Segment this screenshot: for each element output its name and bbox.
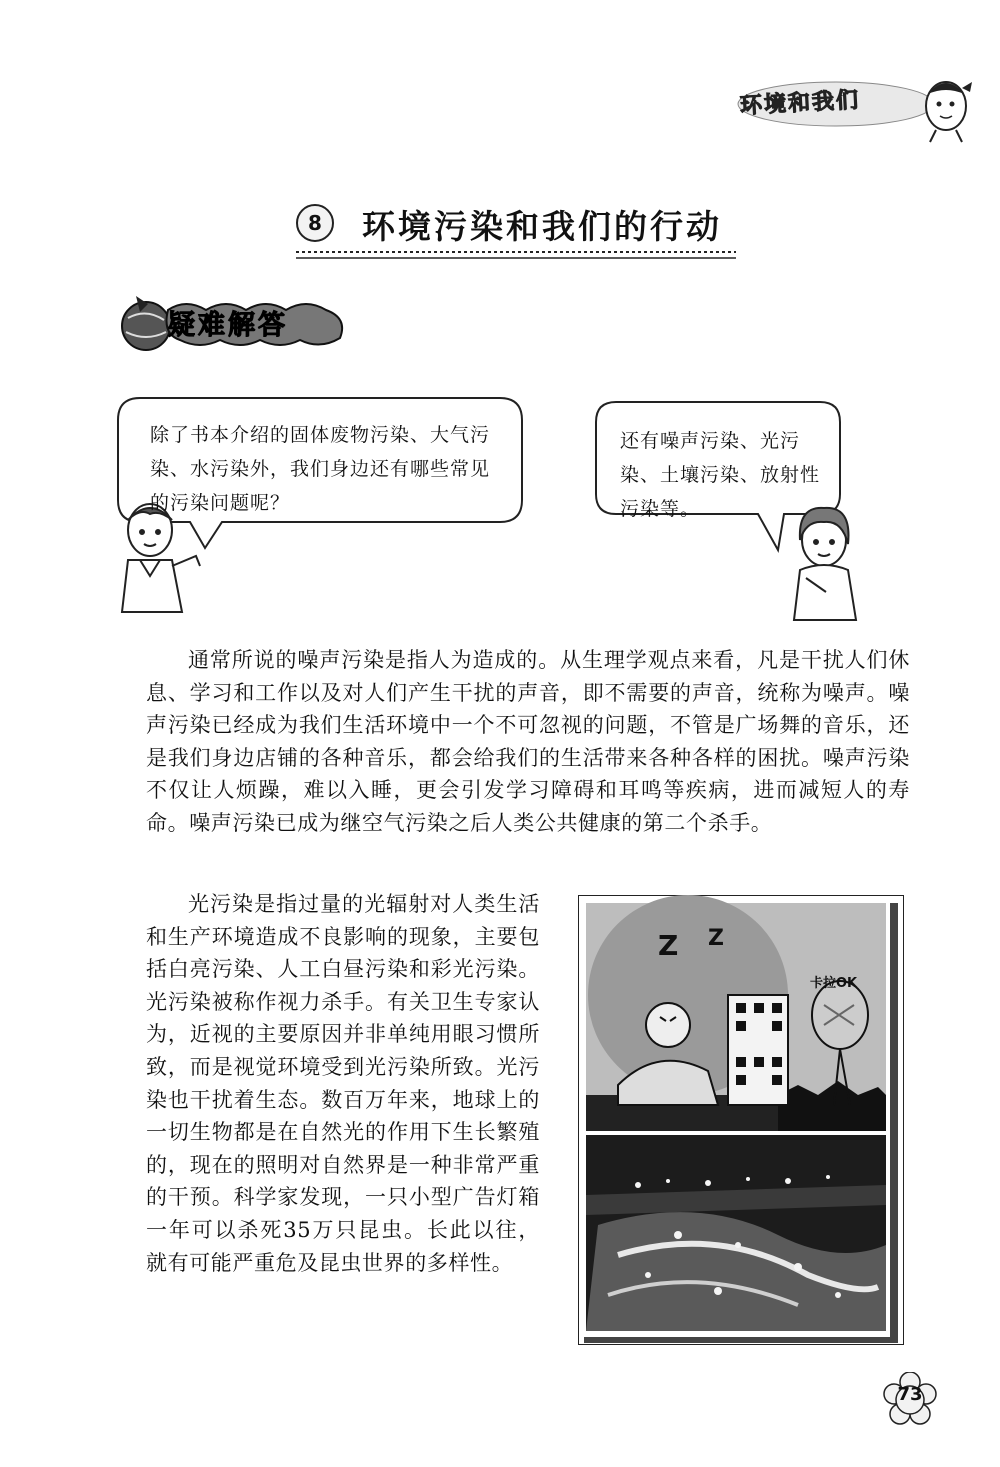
light-pollution-illustration	[578, 895, 904, 1345]
chapter-title: 环境污染和我们的行动	[362, 207, 722, 246]
svg-text:Z: Z	[708, 926, 724, 951]
karaoke-sign: 卡拉OK	[810, 976, 858, 991]
svg-text:Z: Z	[658, 929, 679, 962]
section-title: 疑难解答	[168, 310, 288, 341]
cartoon-panel	[586, 895, 886, 1131]
paragraph-noise-pollution: 通常所说的噪声污染是指人为造成的。从生理学观点来看，凡是干扰人们休息、学习和工作以及对人们产生干扰的声音，即不需要的声音，统称为噪声。噪声污染已经成为我们生活环境中一个不可忽视的问题，不管是广场舞的音乐，还是我们身边店铺的各种音乐，都会给我们的生活带来各种各样的困扰。噪声污染不仅让人烦躁，难以入睡，更会引发学习障碍和耳鸣等疾病，进而减短人的寿命。噪声污染已成为继空气污染之后人类公共健康的第二个杀手。	[146, 648, 910, 835]
paragraph-light-pollution: 光污染是指过量的光辐射对人类生活和生产环境造成不良影响的现象，主要包括白亮污染、人工白昼污染和彩光污染。光污染被称作视力杀手。有关卫生专家认为，近视的主要原因并非单纯用眼习惯所致，而是视觉环境受到光污染所致。光污染也干扰着生态。数百万年来，地球上的一切生物都是在自然光的作用下生长繁殖的，现在的照明对自然界是一种非常严重的干预。科学家发现，一只小型广告灯箱一年可以杀死35万只昆虫。长此以往，就有可能严重危及昆虫世界的多样性。	[146, 892, 540, 1275]
question-text: 除了书本介绍的固体废物污染、大气污染、水污染外，我们身边还有哪些常见的污染问题呢？	[150, 424, 491, 514]
night-city-photo	[586, 1135, 886, 1331]
dialogue-illustration	[0, 0, 1000, 640]
header-title: 环境和我们	[739, 87, 861, 120]
page-number: 73	[897, 1384, 923, 1405]
chapter-number: 8	[296, 204, 334, 242]
answer-text: 还有噪声污染、光污染、土壤污染、放射性污染等。	[620, 430, 821, 520]
building-character-icon	[728, 995, 788, 1105]
